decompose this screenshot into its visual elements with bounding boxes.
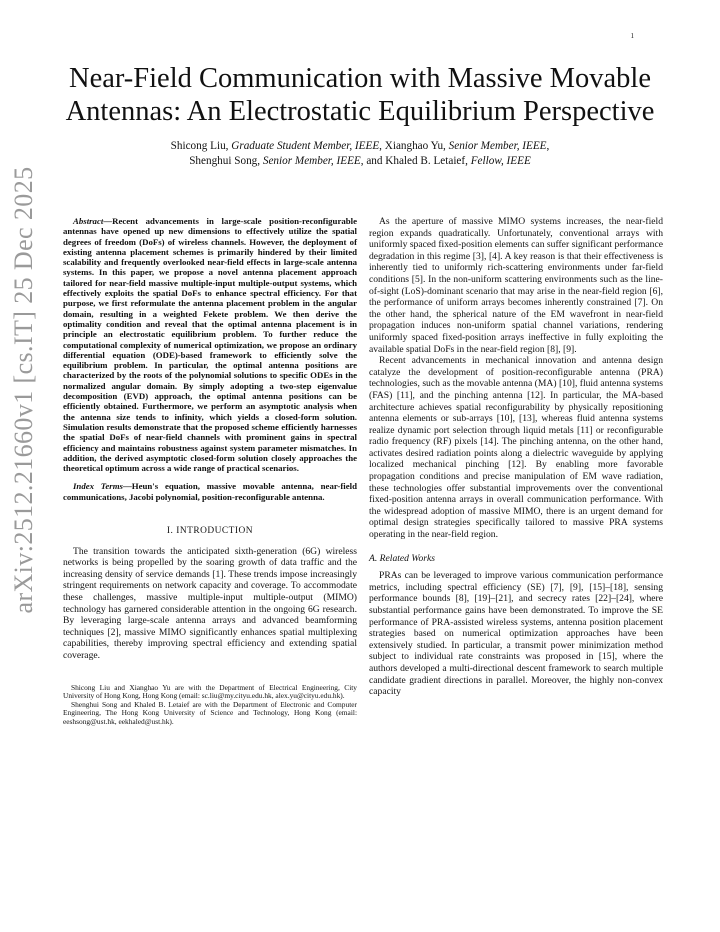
index-terms-lead: Index Terms (73, 481, 123, 492)
author-sep: , (546, 140, 550, 152)
footnote-1: Shicong Liu and Xianghao Yu are with the Department of Electrical Engineering, City University of Hong Kong, Hong Kong (email: sc.liu@my.cityu.edu.hk, alex.yu@cityu.edu.hk). (63, 682, 357, 701)
author-2: , Xianghao Yu, (379, 140, 449, 152)
left-column (63, 216, 357, 727)
intro-paragraph-1: The transition towards the anticipated sixth-generation (6G) wireless networks is being propelled by the soaring growth of data traffic and the increasing density of service demands [1]. These trends impose increasingly stringent requirements on network capacity and coverage. To accommodate these challenges, massive multiple-input multiple-output (MIMO) technology has garnered considerable attention in the ongoing 6G research. By leveraging large-scale antenna arrays and advanced beamforming techniques [2], massive MIMO significantly enhances spatial multiplexing capabilities, thereby improving spectral efficiency and extending spatial coverage. (63, 545, 357, 661)
footnote-2: Shenghui Song and Khaled B. Letaief are with the Department of Electronic and Computer Engineering, The Hong Kong University of Science and Technology, Hong Kong (email: eeshsong@ust.hk, eekhaled@ust.hk). (63, 699, 357, 726)
body-paragraph-1: As the aperture of massive MIMO systems increases, the near-field region expands quadratically. Unfortunately, conventional arrays with uniformly spaced fixed-position elements can suffer significant performance degradation in this regime [3], [4]. A key reason is that their effectiveness is inherently tied to uniformly rich-scattering environments under far-field conditions [5]. In the non-uniform scattering environments such as the line-of-sight (LoS)-dominant scenario that may arise in the near-field region [6], the performance of uniform arrays becomes inherently constrained [7]. On the other hand, the spherical nature of the EM wavefront in near-field propagation induces non-uniform spatial channel variations, rendering uniformly spaced fixed-position arrays ineffective in fully exploiting the available spatial DoFs in the near-field region [8], [9]. (369, 216, 663, 355)
abstract-lead: Abstract (73, 216, 104, 226)
page-number: 1 (630, 32, 634, 40)
title-line-1: Near-Field Communication with Massive Movable (69, 63, 651, 94)
subsection-heading-related-works: A. Related Works (369, 552, 435, 564)
author-4: , and Khaled B. Letaief, (360, 155, 471, 167)
abstract (63, 216, 357, 473)
author-3: Shenghui Song, (189, 155, 263, 167)
author-3-title: Senior Member, IEEE (262, 155, 361, 167)
author-line-1 (70, 139, 650, 154)
right-column (369, 216, 663, 698)
body-paragraph-2: Recent advancements in mechanical innovation and antenna design catalyze the development of position-reconfigurable antenna (PRA) technologies, such as the movable antenna (MA) [10], fluid antenna systems (FAS) [11], and the pinching antenna [12]. In particular, the MA-based architecture achieves spatial reconfigurability by physically repositioning antenna elements or sub-arrays [10], [13], whereas fluid antenna systems realize dynamic port selection through liquid metals [11] or reconfigurable radio frequency (RF) pixels [14]. The pinching antenna, on the other hand, activates desired radiation points along a dielectric waveguide by applying localized mechanical pinching [12]. By enabling more favorable propagation conditions and precise manipulation of EM wave radiation, these technologies offer substantial improvements over the conventional fixed-position antenna arrays in overall communication performance. With the widespread adoption of massive MIMO, there is an urgent demand for optimal design strategies specifically tailored to massive PRA systems operating in the near-field region. (369, 355, 663, 541)
arxiv-stamp: arXiv:2512.21660v1 [cs.IT] 25 Dec 2025 (9, 166, 38, 614)
title-line-2: Antennas: An Electrostatic Equilibrium Perspective (65, 96, 655, 127)
author-list (70, 139, 650, 169)
index-terms-text: —Heun's equation, massive movable antenna, near-field communications, Jacobi polynomial, position-reconfigurable antenna. (63, 481, 357, 502)
author-1: Shicong Liu, (170, 140, 232, 152)
index-terms (63, 481, 357, 502)
abstract-text: —Recent advancements in large-scale position-reconfigurable antennas have opened up new dimensions to effectively utilize the spatial degrees of freedom (DoFs) of wireless channels. However, the deployment of existing antenna placement schemes is primarily hindered by their limited scalability and frequently overlooked near-field effects in large-scale antenna systems. In this paper, we propose a novel antenna placement approach tailored for near-field massive multiple-input multiple-output systems, which effectively exploits the spatial DoFs to enhance spectral efficiency. For that purpose, we first reformulate the antenna placement problem in the angular domain, resulting in a weighted Fekete problem. We then derive the optimality condition and reveal that the optimal antenna placement is in principle an electrostatic equilibrium problem. To further reduce the computational complexity of numerical optimization, we propose an ordinary differential equation (ODE)-based framework to efficiently solve the equilibrium problem. In particular, the optimal antenna positions are characterized by the roots of the polynomial solutions to specific ODEs in the normalized angular domain. By simply adopting a two-step eigenvalue decomposition (EVD) approach, the optimal antenna positions can be efficiently obtained. Furthermore, we perform an asymptotic analysis when the antenna size tends to infinity, which yields a closed-form solution. Simulation results demonstrate that the proposed scheme efficiently harnesses the spatial DoFs of near-field channels with prominent gains in spectral efficiency and maintains robustness against system parameter mismatches. In addition, the derived asymptotic closed-form solution closely approaches the theoretical optimum across a wide range of practical scenarios. (63, 216, 357, 474)
paper-title (60, 62, 660, 128)
author-line-2 (70, 154, 650, 169)
section-heading-introduction: I. INTRODUCTION (166, 526, 254, 537)
author-footnotes (63, 684, 357, 727)
author-2-title: Senior Member, IEEE (448, 140, 547, 152)
body-paragraph-3: PRAs can be leveraged to improve various communication performance metrics, including spectral efficiency (SE) [7], [9], [15]–[18], sensing performance bounds [8], [19]–[21], and secrecy rates [22]–[24], where substantial performance gains have been demonstrated. To improve the SE performance of PRA-assisted wireless systems, antenna position placement strategies based on numerical optimization approaches have been extensively studied. In particular, a transmit power minimization method subject to individual rate constraints was proposed in [15], where the authors developed a multi-directional descent framework to search multiple candidate gradient directions in parallel. Moreover, the highly non-convex capacity (369, 570, 663, 698)
author-1-title: Graduate Student Member, IEEE (231, 140, 380, 152)
author-4-title: Fellow, IEEE (470, 155, 531, 167)
